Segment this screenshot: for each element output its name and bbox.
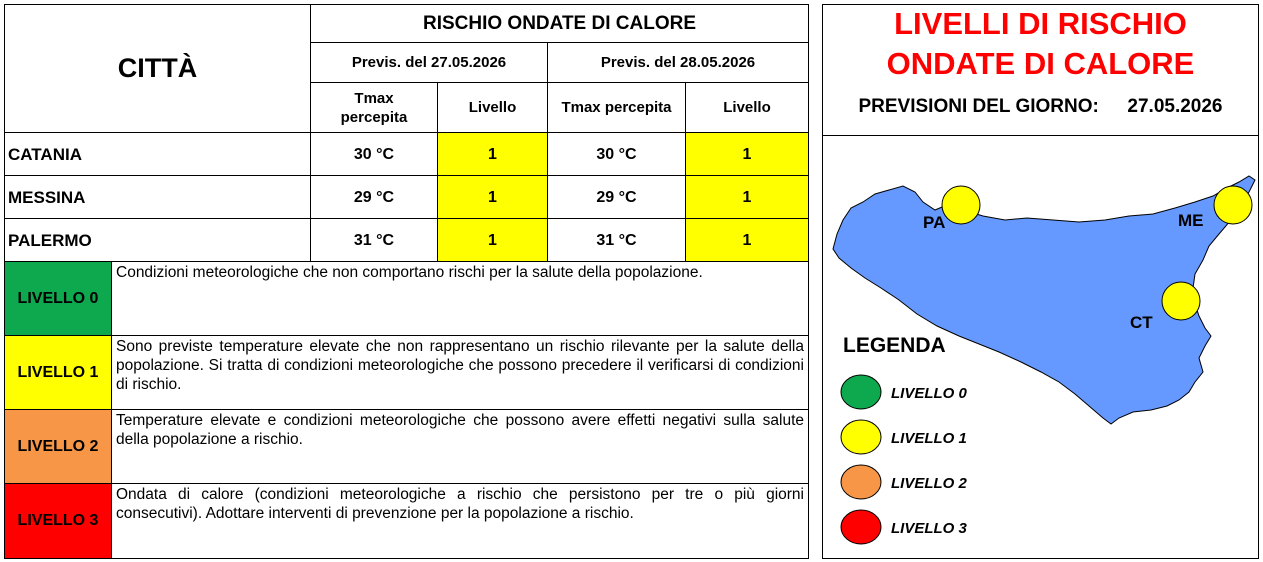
- palermo-marker: [942, 186, 980, 224]
- legend-swatch-level-1: [841, 420, 881, 454]
- legend-label: LIVELLO 2: [891, 475, 967, 492]
- level-0-label: LIVELLO 0: [4, 261, 112, 336]
- level-1-description: Sono previste temperature elevate che non rappresentano un rischio rilevante per la salute della popolazione. Si tratta di condizioni meteorologiche che possono precedere il verificarsi di condizioni di rischio.: [111, 335, 809, 410]
- legend-label: LIVELLO 3: [891, 520, 967, 537]
- legend-label: LIVELLO 0: [891, 385, 967, 402]
- tmax-day1: 29 °C: [310, 175, 438, 219]
- legend-label: LIVELLO 1: [891, 430, 967, 447]
- tmax-header-line1: Tmax: [354, 89, 394, 107]
- city-name: MESSINA: [4, 175, 311, 219]
- messina-marker: [1214, 186, 1252, 224]
- level-day1: 1: [437, 218, 548, 262]
- city-name: CATANIA: [4, 132, 311, 176]
- level-day2: 1: [685, 132, 809, 176]
- forecast-date: 27.05.2026: [1127, 96, 1223, 117]
- panel-title-line2: ONDATE DI CALORE: [886, 46, 1195, 81]
- catania-code: CT: [1130, 313, 1153, 332]
- tmax-day1: 30 °C: [310, 132, 438, 176]
- tmax-day2: 31 °C: [547, 218, 686, 262]
- level-3-description: Ondata di calore (condizioni meteorologiche a rischio che persistono per tre o più giorni consecutivi). Adottare interventi di prevenzione per la popolazione a rischio.: [111, 483, 809, 559]
- level-0-description: Condizioni meteorologiche che non comportano rischi per la salute della popolazione.: [111, 261, 809, 336]
- sicily-map: [823, 136, 1258, 558]
- panel-title-line1: LIVELLI DI RISCHIO: [894, 6, 1187, 41]
- level-day1: 1: [437, 175, 548, 219]
- legend-item: [841, 465, 968, 499]
- city-name: PALERMO: [4, 218, 311, 262]
- legend-item: [841, 420, 967, 454]
- level-day2: 1: [685, 218, 809, 262]
- city-header: CITTÀ: [4, 4, 311, 133]
- level-header-day1: Livello: [437, 82, 548, 133]
- legend-item: [841, 510, 968, 544]
- legend-swatch-level-3: [841, 510, 881, 544]
- level-header-day2: Livello: [685, 82, 809, 133]
- level-day2: 1: [685, 175, 809, 219]
- level-day1: 1: [437, 132, 548, 176]
- tmax-day2: 29 °C: [547, 175, 686, 219]
- risk-title: RISCHIO ONDATE DI CALORE: [310, 4, 809, 43]
- risk-levels-panel: [822, 4, 1259, 559]
- forecast-date-line: [823, 96, 1258, 118]
- tmax-header-day1: [310, 82, 438, 133]
- level-3-label: LIVELLO 3: [4, 483, 112, 559]
- tmax-header-day2: Tmax percepita: [547, 82, 686, 133]
- catania-marker: [1162, 282, 1200, 320]
- level-1-label: LIVELLO 1: [4, 335, 112, 410]
- legend-item: [841, 375, 968, 409]
- legend-swatch-level-2: [841, 465, 881, 499]
- tmax-header-line2: percepita: [340, 108, 408, 126]
- risk-table: [4, 4, 809, 559]
- forecast-day1-header: Previs. del 27.05.2026: [310, 42, 548, 83]
- forecast-label: PREVISIONI DEL GIORNO:: [858, 96, 1099, 117]
- tmax-day2: 30 °C: [547, 132, 686, 176]
- level-2-label: LIVELLO 2: [4, 409, 112, 484]
- legend-swatch-level-0: [841, 375, 881, 409]
- panel-header: [823, 5, 1258, 136]
- palermo-code: PA: [923, 213, 946, 232]
- forecast-day2-header: Previs. del 28.05.2026: [547, 42, 809, 83]
- messina-code: ME: [1178, 211, 1204, 230]
- level-2-description: Temperature elevate e condizioni meteorologiche che possono avere effetti negativi sulla salute della popolazione a rischio.: [111, 409, 809, 484]
- legend-title: LEGENDA: [843, 334, 946, 357]
- tmax-day1: 31 °C: [310, 218, 438, 262]
